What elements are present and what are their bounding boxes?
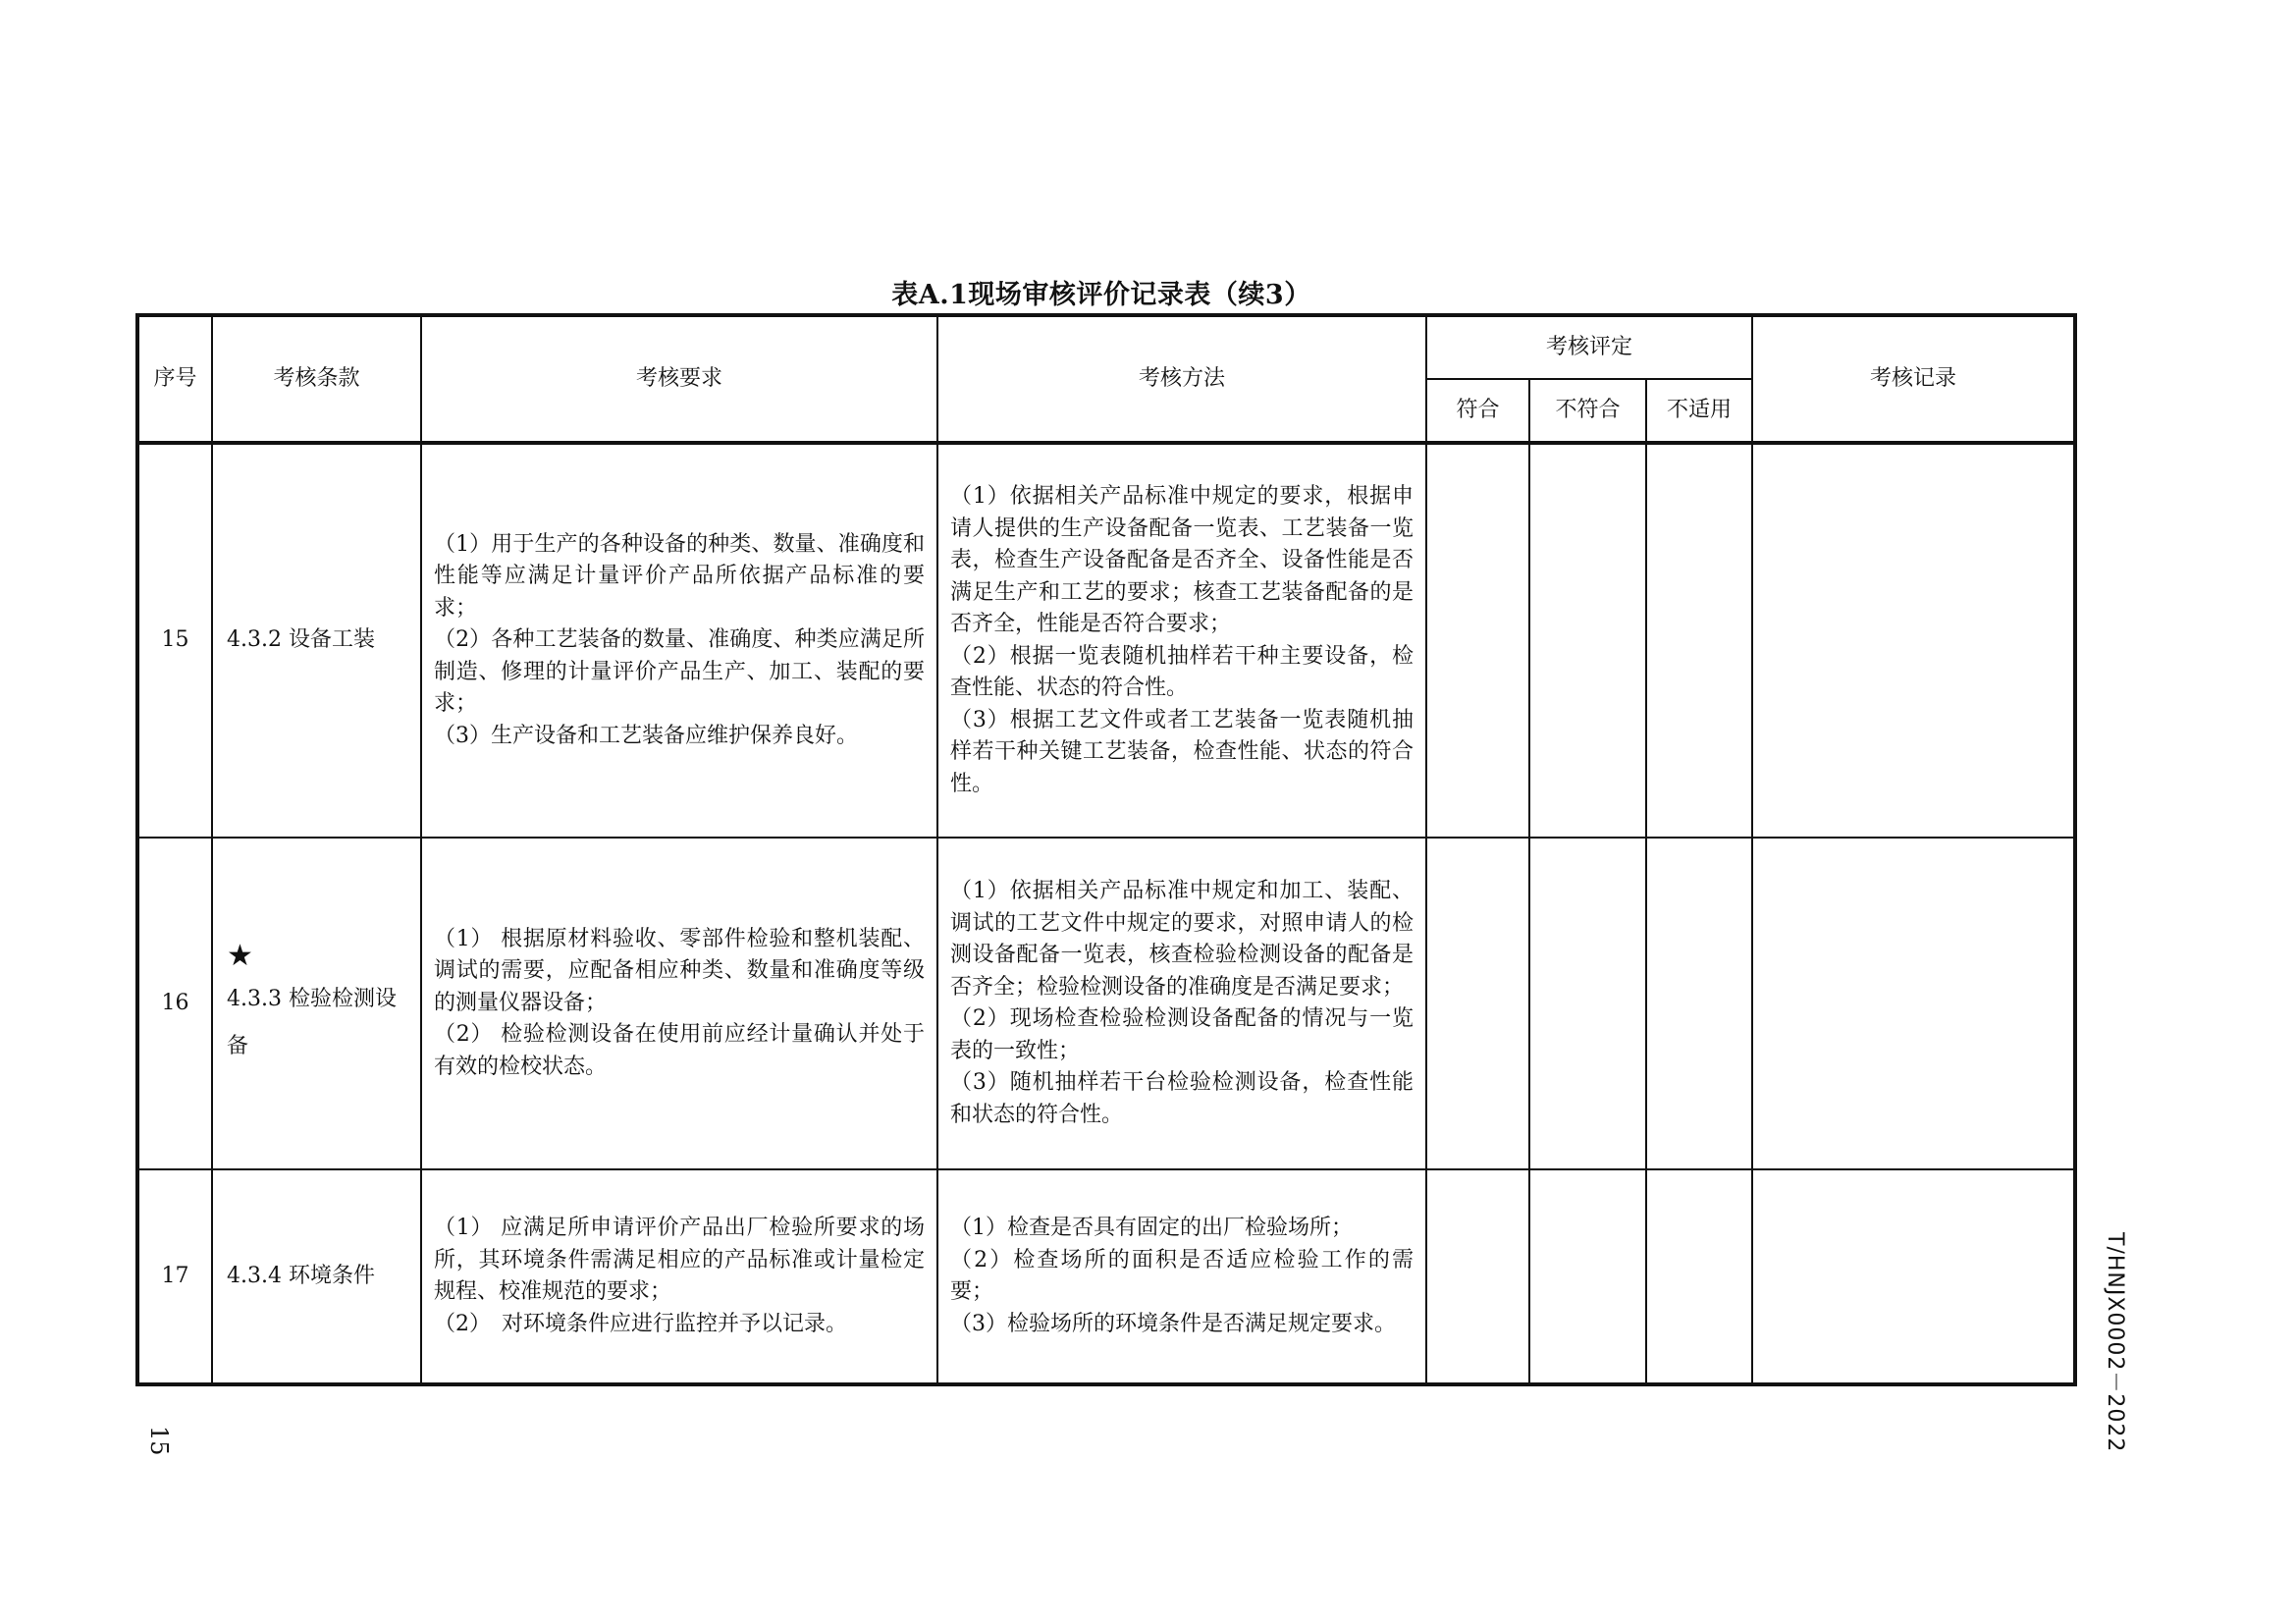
header-conform: 符合 — [1426, 379, 1529, 443]
method-cell — [937, 1169, 1426, 1384]
header-record: 考核记录 — [1752, 315, 2075, 443]
record-cell — [1752, 1169, 2075, 1384]
method-item: （3）随机抽样若干台检验检测设备，检查性能和状态的符合性。 — [950, 1070, 1414, 1127]
requirement-item: （2）各种工艺装备的数量、准确度、种类应满足所制造、修理的计量评价产品生产、加工、装配的要求； — [434, 627, 925, 717]
requirement-item: （1） 根据原材料验收、零部件检验和整机装配、调试的需要，应配备相应种类、数量和准确度等级的测量仪器设备； — [434, 926, 925, 1015]
requirement-cell — [421, 838, 937, 1169]
table-row — [137, 838, 2075, 1169]
method-item: （1）依据相关产品标准中规定和加工、装配、调试的工艺文件中规定的要求，对照申请人的检测设备配备一览表，核查检验检测设备的配备是否齐全；检验检测设备的准确度是否满足要求； — [950, 879, 1414, 1000]
requirement-cell — [421, 1169, 937, 1384]
conform-cell — [1426, 443, 1529, 838]
header-evaluation: 考核评定 — [1426, 315, 1752, 379]
clause-text: 4.3.2 设备工装 — [227, 627, 375, 653]
record-cell — [1752, 443, 2075, 838]
conform-cell — [1426, 1169, 1529, 1384]
header-nonconform: 不符合 — [1529, 379, 1646, 443]
requirement-item: （2） 对环境条件应进行监控并予以记录。 — [434, 1311, 847, 1336]
page-number: 15 — [145, 1426, 173, 1456]
method-cell — [937, 838, 1426, 1169]
clause-cell — [212, 1169, 421, 1384]
conform-cell — [1426, 838, 1529, 1169]
method-item: （1）检查是否具有固定的出厂检验场所； — [950, 1216, 1353, 1240]
table-title: 表A.1现场审核评价记录表（续3） — [891, 280, 1311, 310]
clause-text: 4.3.4 环境条件 — [227, 1263, 375, 1288]
requirement-item: （2） 检验检测设备在使用前应经计量确认并处于有效的检校状态。 — [434, 1022, 925, 1079]
nonconform-cell — [1529, 1169, 1646, 1384]
table-row — [137, 443, 2075, 838]
clause-cell — [212, 443, 421, 838]
header-method: 考核方法 — [937, 315, 1426, 443]
method-item: （3）根据工艺文件或者工艺装备一览表随机抽样若干种关键工艺装备，检查性能、状态的符合性。 — [950, 707, 1414, 796]
requirement-cell — [421, 443, 937, 838]
method-item: （1）依据相关产品标准中规定的要求，根据申请人提供的生产设备配备一览表、工艺装备一览表，检查生产设备配备是否齐全、设备性能是否满足生产和工艺的要求；核查工艺装备配备的是否齐全，性能是否符合要求； — [950, 484, 1414, 636]
method-item: （3）检验场所的环境条件是否满足规定要求。 — [950, 1311, 1396, 1336]
requirement-item: （3）生产设备和工艺装备应维护保养良好。 — [434, 723, 858, 748]
method-cell — [937, 443, 1426, 838]
header-not-applicable: 不适用 — [1646, 379, 1752, 443]
row-number: 17 — [137, 1169, 212, 1384]
table-row — [137, 1169, 2075, 1384]
not-applicable-cell — [1646, 1169, 1752, 1384]
document-code: T/HNJX0002－2022 — [2103, 1232, 2127, 1453]
method-item: （2）现场检查检验检测设备配备的情况与一览表的一致性； — [950, 1006, 1414, 1063]
not-applicable-cell — [1646, 838, 1752, 1169]
row-number: 16 — [137, 838, 212, 1169]
nonconform-cell — [1529, 443, 1646, 838]
clause-cell — [212, 838, 421, 1169]
header-no: 序号 — [137, 315, 212, 443]
header-requirement: 考核要求 — [421, 315, 937, 443]
row-number: 15 — [137, 443, 212, 838]
requirement-item: （1） 应满足所申请评价产品出厂检验所要求的场所，其环境条件需满足相应的产品标准或计量检定规程、校准规范的要求； — [434, 1216, 925, 1304]
audit-record-table — [135, 313, 2077, 1386]
record-cell — [1752, 838, 2075, 1169]
key-item-star-icon: ★ — [227, 939, 253, 973]
clause-text: 4.3.3 检验检测设备 — [227, 987, 397, 1058]
requirement-item: （1）用于生产的各种设备的种类、数量、准确度和性能等应满足计量评价产品所依据产品标准的要求； — [434, 531, 925, 621]
method-item: （2）检查场所的面积是否适应检验工作的需要； — [950, 1247, 1414, 1304]
nonconform-cell — [1529, 838, 1646, 1169]
header-row-1 — [137, 315, 2075, 379]
not-applicable-cell — [1646, 443, 1752, 838]
header-clause: 考核条款 — [212, 315, 421, 443]
method-item: （2）根据一览表随机抽样若干种主要设备，检查性能、状态的符合性。 — [950, 643, 1414, 700]
